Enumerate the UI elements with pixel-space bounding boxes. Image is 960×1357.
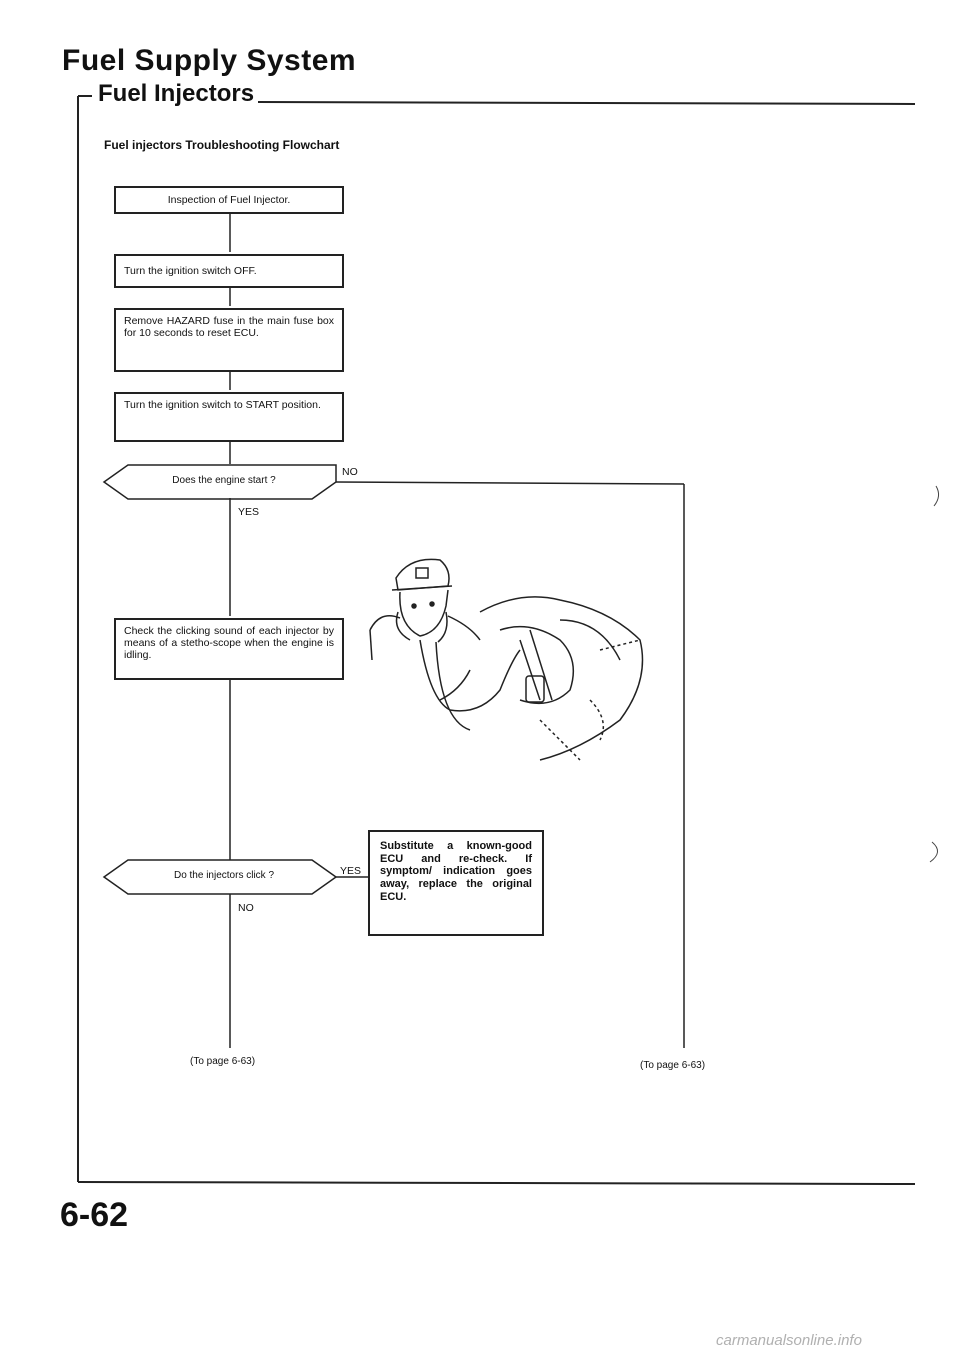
decision1-no-label: NO [342,466,358,478]
step-ignition-start-box: Turn the ignition switch to START position. [114,392,344,442]
decision1-yes-label: YES [238,506,260,518]
page-number: 6-62 [60,1196,129,1234]
decision-injectors-click: Do the injectors click ? [173,870,275,881]
step-substitute-ecu-box: Substitute a known-good ECU and re-check. If symptom/ indication goes away, replace the original ECU. [368,830,544,936]
ref-right-to-page: (To page 6-63) [640,1060,706,1071]
decision2-yes-label: YES [340,865,362,877]
mechanic-with-stethoscope-illustration [370,559,643,760]
step-ignition-off-box: Turn the ignition switch OFF. [114,254,344,288]
page-title: Fuel Supply System [62,44,357,77]
ref-left-to-page: (To page 6-63) [190,1056,256,1067]
step-remove-fuse-box: Remove HAZARD fuse in the main fuse box for 10 seconds to reset ECU. [114,308,344,372]
flowchart-caption: Fuel injectors Troubleshooting Flowchart [104,138,340,152]
decision-engine-start: Does the engine start ? [172,475,276,486]
step-inspection-box: Inspection of Fuel Injector. [114,186,344,214]
section-title: Fuel Injectors [98,80,255,107]
watermark-url: carmanualsonline.info [716,1332,862,1349]
decision2-no-label: NO [238,902,254,914]
step-check-clicking-box: Check the clicking sound of each injector by means of a stetho-scope when the engine is idling. [114,618,344,680]
